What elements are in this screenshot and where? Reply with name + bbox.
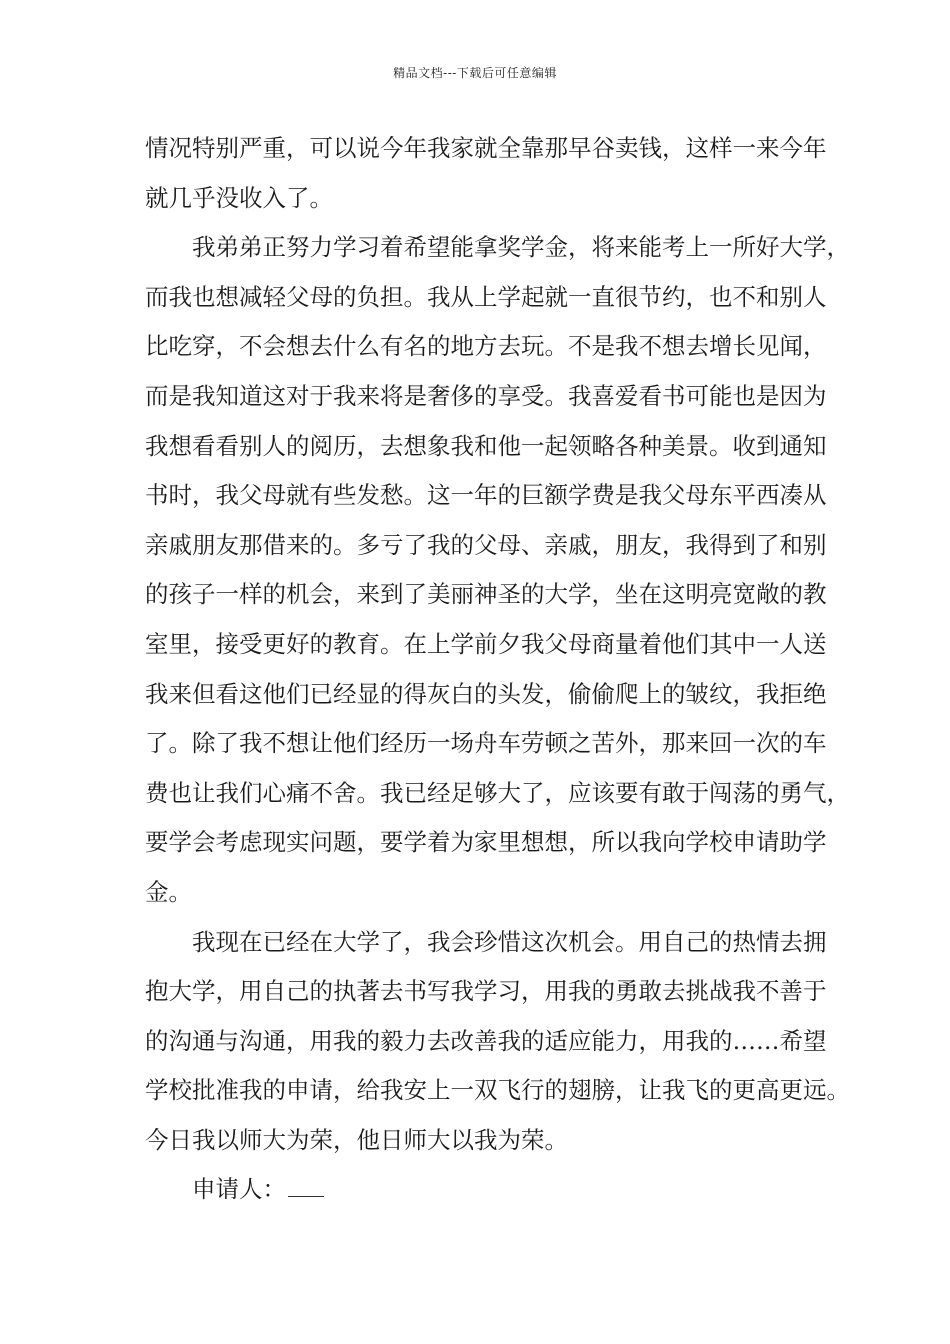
paragraph-commitment [145,918,850,1166]
text-line: 书时，我父母就有些发愁。这一年的巨额学费是我父母东平西凑从 [145,481,827,510]
text-line: 抱大学，用自己的执著去书写我学习，用我的勇敢去挑战我不善于 [145,977,827,1006]
text-line: 的沟通与沟通，用我的毅力去改善我的适应能力，用我的……希望 [145,1026,827,1055]
text-line: 费也让我们心痛不舍。我已经足够大了，应该要有敢于闯荡的勇气， [145,778,850,807]
text-line: 我来但看这他们已经显的得灰白的头发，偷偷爬上的皱纹，我拒绝 [145,679,827,708]
text-line: 的孩子一样的机会，来到了美丽神圣的大学，坐在这明亮宽敞的教 [145,580,827,609]
text-line: 而是我知道这对于我来将是奢侈的享受。我喜爱看书可能也是因为 [145,381,827,410]
text-line: 今日我以师大为荣，他日师大以我为荣。 [145,1125,568,1154]
text-line: 比吃穿，不会想去什么有名的地方去玩。不是我不想去增长见闻， [145,332,827,361]
text-line: 而我也想减轻父母的负担。我从上学起就一直很节约，也不和别人 [145,282,827,311]
text-line: 金。 [145,877,192,906]
text-line: 我现在已经在大学了，我会珍惜这次机会。用自己的热情去拥 [192,927,827,956]
text-line: 了。除了我不想让他们经历一场舟车劳顿之苦外，那来回一次的车 [145,729,827,758]
text-line: 情况特别严重，可以说今年我家就全靠那早谷卖钱，这样一来今年 [145,134,827,162]
text-line: 我想看看别人的阅历，去想象我和他一起领略各种美景。收到通知 [145,431,827,460]
running-header: 精品文档---下载后可任意编辑 [393,66,557,80]
signature-blank [288,1178,324,1197]
signature-line [145,1165,825,1215]
text-line: 我弟弟正努力学习着希望能拿奖学金，将来能考上一所好大学， [192,233,850,262]
text-line: 就几乎没收入了。 [145,183,333,212]
text-line: 室里，接受更好的教育。在上学前夕我父母商量着他们其中一人送 [145,629,827,658]
signature-label: 申请人： [192,1175,286,1204]
text-line: 亲戚朋友那借来的。多亏了我的父母、亲戚，朋友，我得到了和别 [145,530,827,559]
document-body [145,124,850,1215]
text-line: 要学会考虑现实问题，要学着为家里想想，所以我向学校申请助学 [145,828,827,857]
paragraph-continued [145,124,825,223]
paragraph-family-situation [145,223,850,917]
text-line: 学校批准我的申请，给我安上一双飞行的翅膀，让我飞的更高更远。 [145,1076,850,1105]
